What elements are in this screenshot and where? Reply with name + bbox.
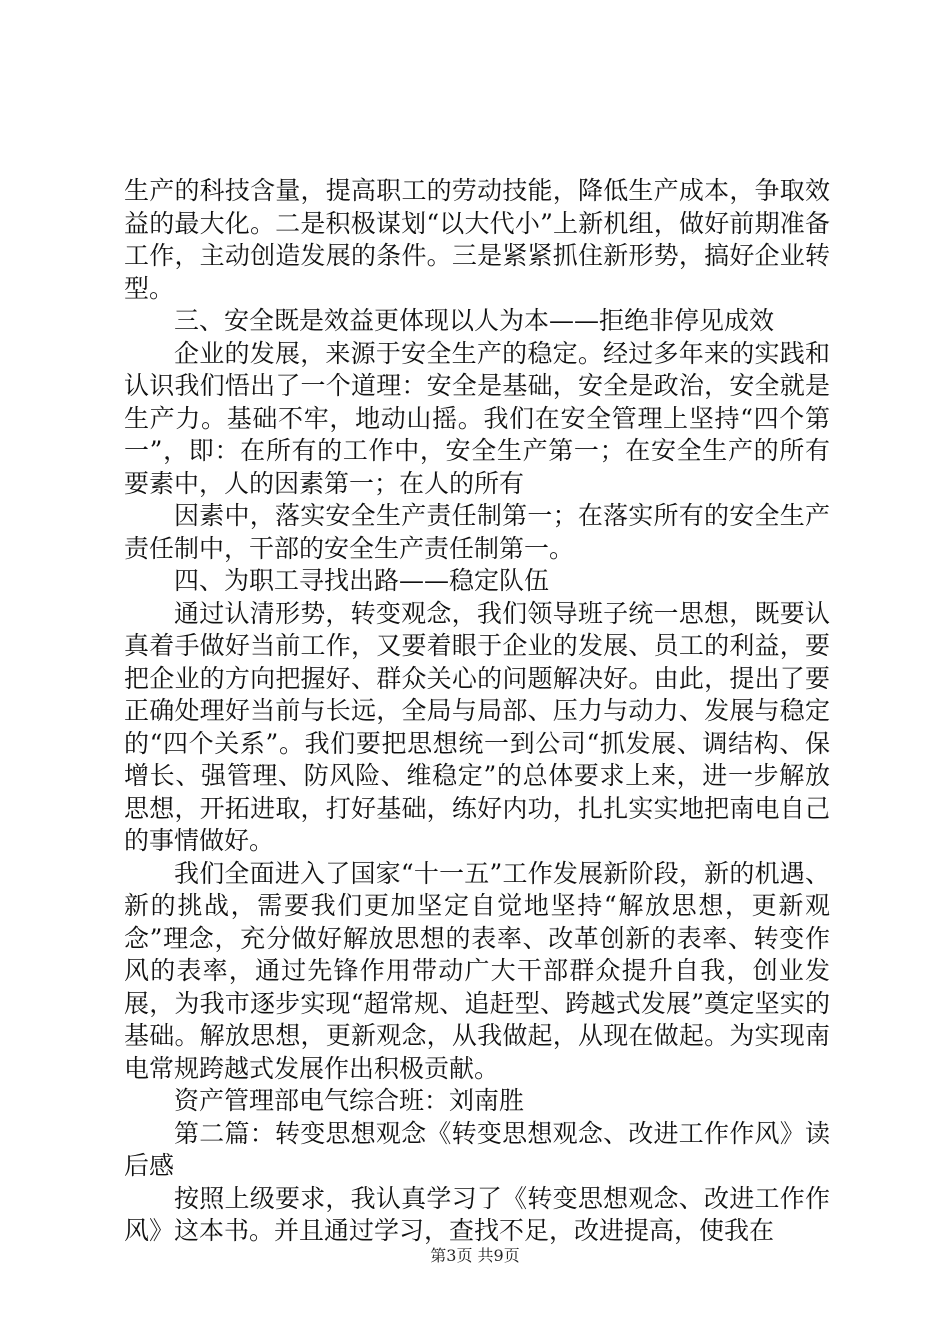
- author-signature: 资产管理部电气综合班：刘南胜: [174, 1086, 525, 1115]
- paragraph-continuation: 生产的科技含量，提高职工的劳动技能，降低生产成本，争取效益的最大化。二是积极谋划“以大代小”上新机组，做好前期准备工作，主动创造发展的条件。三是紧紧抓住新形势，搞好企业转型。: [124, 176, 830, 303]
- paragraph-situation: 通过认清形势，转变观念，我们领导班子统一思想，既要认真着手做好当前工作，又要着眼于企业的发展、员工的利益，要把企业的方向把握好、群众关心的问题解决好。由此，提出了要正确处理好当前与长远，全局与局部、压力与动力、发展与稳定的“四个关系”。我们要把思想统一到公司“抓发展、调结构、保增长、强管理、防风险、维稳定”的总体要求上来，进一步解放思想，开拓进取，打好基础，练好内功，扎扎实实地把南电自己的事情做好。: [124, 598, 830, 855]
- paragraph-eleventh-five-year: 我们全面进入了国家“十一五”工作发展新阶段，新的机遇、新的挑战，需要我们更加坚定自觉地坚持“解放思想，更新观念”理念，充分做好解放思想的表率、改革创新的表率、转变作风的表率，通过先锋作用带动广大干部群众提升自我，创业发展，为我市逐步实现“超常规、追赶型、跨越式发展”奠定坚实的基础。解放思想，更新观念，从我做起，从现在做起。为实现南电常规跨越式发展作出积极贡献。: [124, 858, 830, 1083]
- paragraph-safety: 企业的发展，来源于安全生产的稳定。经过多年来的实践和认识我们悟出了一个道理：安全是基础，安全是政治，安全就是生产力。基础不牢，地动山摇。我们在安全管理上坚持“四个第一”，即：在所有的工作中，安全生产第一；在安全生产的所有要素中，人的因素第一；在人的所有: [124, 338, 830, 498]
- document-body: [124, 175, 830, 1248]
- article-two-title: 第二篇：转变思想观念《转变思想观念、改进工作作风》读后感: [124, 1118, 830, 1180]
- paragraph-article-two-intro: 按照上级要求，我认真学习了《转变思想观念、改进工作作风》这本书。并且通过学习，查找不足，改进提高，使我在: [124, 1183, 830, 1245]
- page-number: 第3页 共9页: [430, 1246, 520, 1265]
- section-heading-three: 三、安全既是效益更体现以人为本——拒绝非停见成效: [174, 306, 775, 335]
- paragraph-safety-continued: 因素中，落实安全生产责任制第一；在落实所有的安全生产责任制中，干部的安全生产责任制第一。: [124, 501, 830, 563]
- section-heading-four: 四、为职工寻找出路——稳定队伍: [174, 566, 550, 595]
